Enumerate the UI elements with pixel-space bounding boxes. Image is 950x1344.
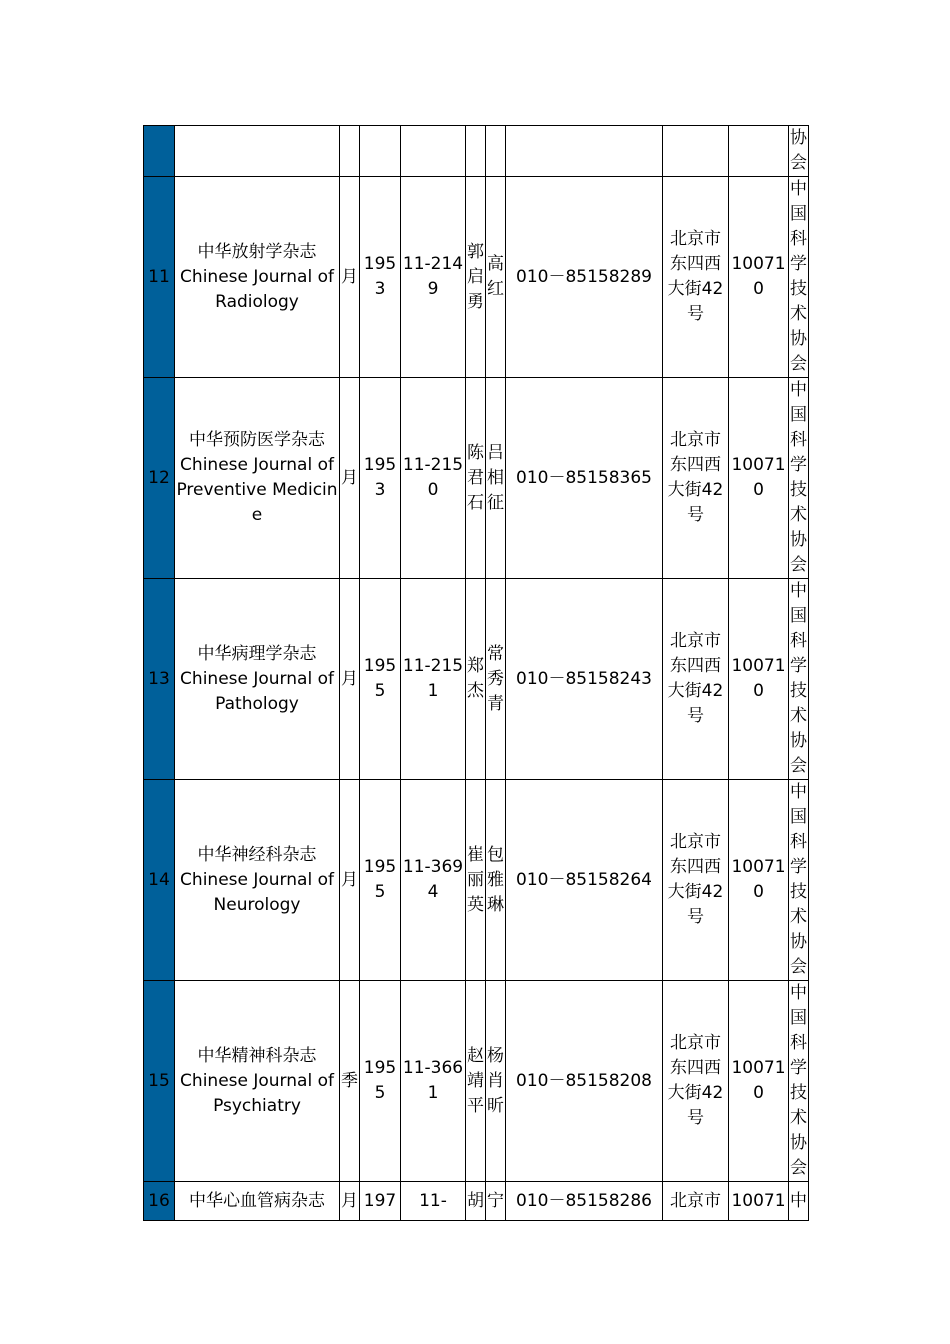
table-row — [144, 780, 809, 981]
address: 北京市东四西大街42号 — [663, 780, 729, 981]
founded-year: 1953 — [360, 177, 401, 378]
cn-number: 11-3661 — [401, 981, 466, 1182]
frequency: 月 — [340, 177, 360, 378]
sponsor: 中国科学技术协会 — [789, 780, 809, 981]
editor-in-chief: 郭启勇 — [466, 177, 486, 378]
phone: 010－85158243 — [506, 579, 663, 780]
frequency: 月 — [340, 579, 360, 780]
cn-number: 11-2150 — [401, 378, 466, 579]
table-row — [144, 378, 809, 579]
journal-name-cn: 中华放射学杂志 — [197, 241, 317, 262]
address — [663, 126, 729, 177]
zip: 10071 — [729, 1182, 789, 1221]
zip: 100710 — [729, 177, 789, 378]
address: 北京市东四西大街42号 — [663, 981, 729, 1182]
cn-number: 11- — [401, 1182, 466, 1221]
zip — [729, 126, 789, 177]
row-number: 11 — [144, 177, 175, 378]
table-row — [144, 177, 809, 378]
sponsor: 协会 — [789, 126, 809, 177]
sponsor: 中国科学技术协会 — [789, 981, 809, 1182]
phone: 010－85158264 — [506, 780, 663, 981]
founded-year: 1955 — [360, 780, 401, 981]
zip: 100710 — [729, 981, 789, 1182]
contact-person: 包雅琳 — [486, 780, 506, 981]
journal-name — [175, 126, 340, 177]
contact-person — [486, 126, 506, 177]
editor-in-chief: 陈君石 — [466, 378, 486, 579]
frequency: 月 — [340, 1182, 360, 1221]
address: 北京市东四西大街42号 — [663, 378, 729, 579]
frequency — [340, 126, 360, 177]
cn-number: 11-3694 — [401, 780, 466, 981]
journal-name-en: Chinese Journal of Preventive Medicine — [176, 455, 338, 525]
zip: 100710 — [729, 780, 789, 981]
journal-name-en: Chinese Journal of Radiology — [180, 266, 334, 312]
sponsor: 中国科学技术协会 — [789, 579, 809, 780]
journal-name — [175, 780, 340, 981]
journal-name-en: Chinese Journal of Neurology — [180, 869, 334, 915]
journal-name-cn: 中华精神科杂志 — [197, 1045, 317, 1066]
journal-name-cn: 中华病理学杂志 — [197, 643, 317, 664]
editor-in-chief — [466, 126, 486, 177]
journal-name — [175, 378, 340, 579]
editor-in-chief: 崔丽英 — [466, 780, 486, 981]
cn-number: 11-2151 — [401, 579, 466, 780]
journal-name-en: Chinese Journal of Pathology — [180, 668, 334, 714]
zip: 100710 — [729, 378, 789, 579]
journal-table — [143, 125, 809, 1221]
founded-year: 197 — [360, 1182, 401, 1221]
phone: 010－85158289 — [506, 177, 663, 378]
row-number: 16 — [144, 1182, 175, 1221]
row-number: 12 — [144, 378, 175, 579]
frequency: 月 — [340, 780, 360, 981]
frequency: 月 — [340, 378, 360, 579]
table-row — [144, 579, 809, 780]
address: 北京市 — [663, 1182, 729, 1221]
founded-year — [360, 126, 401, 177]
contact-person: 杨肖昕 — [486, 981, 506, 1182]
journal-name-en: Chinese Journal of Psychiatry — [180, 1070, 334, 1116]
founded-year: 1953 — [360, 378, 401, 579]
address: 北京市东四西大街42号 — [663, 177, 729, 378]
phone: 010－85158365 — [506, 378, 663, 579]
journal-name-cn: 中华预防医学杂志 — [189, 430, 325, 450]
phone — [506, 126, 663, 177]
phone: 010－85158208 — [506, 981, 663, 1182]
contact-person: 宁 — [486, 1182, 506, 1221]
table-row — [144, 981, 809, 1182]
journal-name — [175, 579, 340, 780]
contact-person: 常秀青 — [486, 579, 506, 780]
zip: 100710 — [729, 579, 789, 780]
journal-name-cn: 中华神经科杂志 — [197, 844, 317, 865]
address: 北京市东四西大街42号 — [663, 579, 729, 780]
founded-year: 1955 — [360, 579, 401, 780]
sponsor: 中国科学技术协会 — [789, 177, 809, 378]
journal-name-cn: 中华心血管病杂志 — [175, 1182, 340, 1221]
founded-year: 1955 — [360, 981, 401, 1182]
row-number: 14 — [144, 780, 175, 981]
sponsor: 中 — [789, 1182, 809, 1221]
row-number: 13 — [144, 579, 175, 780]
editor-in-chief: 赵靖平 — [466, 981, 486, 1182]
journal-name — [175, 981, 340, 1182]
phone: 010－85158286 — [506, 1182, 663, 1221]
contact-person: 高红 — [486, 177, 506, 378]
frequency: 季 — [340, 981, 360, 1182]
cn-number — [401, 126, 466, 177]
editor-in-chief: 胡 — [466, 1182, 486, 1221]
sponsor: 中国科学技术协会 — [789, 378, 809, 579]
editor-in-chief: 郑杰 — [466, 579, 486, 780]
row-number: 15 — [144, 981, 175, 1182]
cn-number: 11-2149 — [401, 177, 466, 378]
row-number — [144, 126, 175, 177]
table-row — [144, 126, 809, 177]
journal-name — [175, 177, 340, 378]
contact-person: 吕相征 — [486, 378, 506, 579]
table-row — [144, 1182, 809, 1221]
